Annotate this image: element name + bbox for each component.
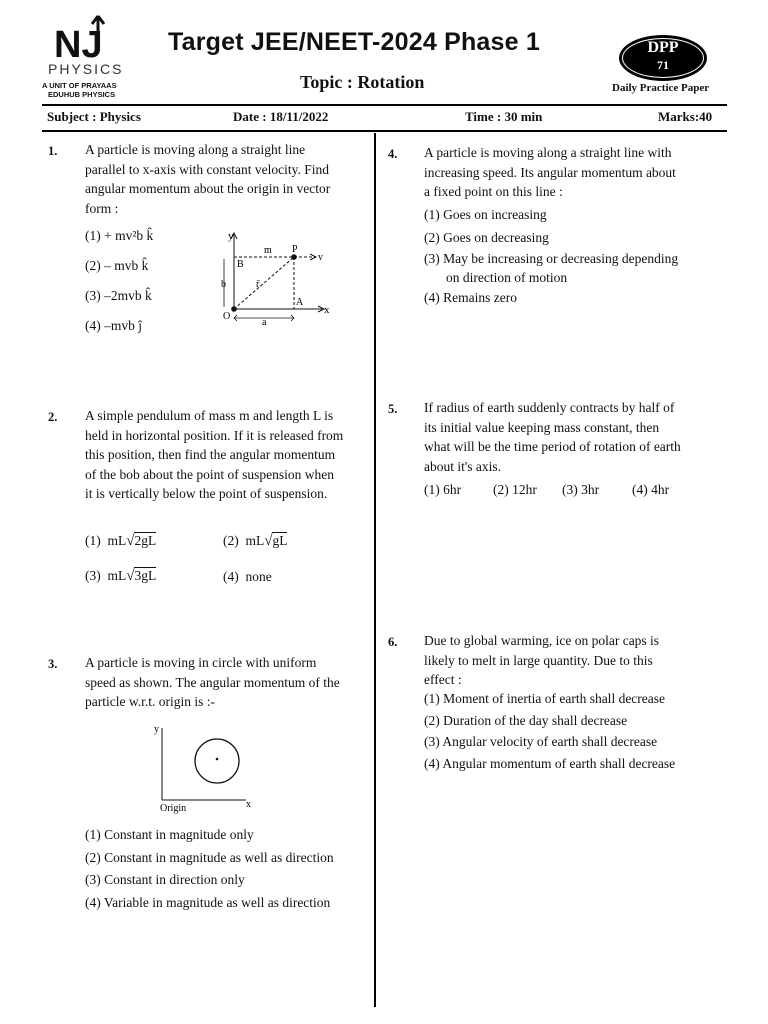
header-rule-bottom [42, 130, 727, 132]
page-title: Target JEE/NEET-2024 Phase 1 [168, 28, 540, 56]
question-5-text [424, 398, 700, 476]
question-number: 5. [388, 402, 398, 416]
option: (1) Goes on increasing [424, 207, 547, 222]
question-3-options [85, 824, 365, 914]
option: (2) Goes on decreasing [424, 229, 549, 245]
label-r: r̄ [256, 279, 260, 290]
option: (3) –2mvb k̂ [85, 288, 152, 303]
question-line: held in horizontal position. If it is released from [85, 427, 344, 443]
option: (3) May be increasing or decreasing depending [424, 251, 679, 266]
option: (2) – mvb k̂ [85, 258, 149, 273]
option: (1) + mv²b k̂ [85, 228, 154, 243]
label-p: P [292, 244, 298, 255]
option: (4) Angular momentum of earth shall decrease [424, 755, 676, 771]
question-number: 4. [388, 147, 398, 161]
question-line: angular momentum about the origin in vector [85, 181, 331, 196]
meta-date: Date : 18/11/2022 [233, 109, 329, 124]
question-number: 2. [48, 410, 58, 424]
q3-diagram [148, 720, 263, 815]
label-a-point: A [296, 297, 304, 308]
question-line: Due to global warming, ice on polar caps is [424, 633, 660, 648]
meta-marks: Marks:40 [658, 109, 713, 124]
option: (1) 6hr [424, 482, 462, 497]
axis-label-x: x [324, 304, 330, 316]
question-line: of the bob about the point of suspension when [85, 466, 334, 482]
option: (2) Constant in magnitude as well as direction [85, 849, 334, 865]
q1-diagram [218, 225, 338, 325]
question-4-options [424, 204, 709, 310]
option: (1) Moment of inertia of earth shall decrease [424, 691, 666, 706]
question-4-text [424, 143, 700, 202]
question-number: 6. [388, 635, 398, 649]
question-line: a fixed point on this line : [424, 184, 563, 199]
option: (2) 12hr [493, 482, 537, 497]
label-b-point: B [237, 259, 244, 270]
logo-unit-line2: EDUHUB PHYSICS [48, 90, 116, 99]
dpp-badge [619, 35, 707, 81]
option: (1) Constant in magnitude only [85, 827, 254, 842]
axis-label-y: y [228, 230, 234, 242]
question-line: If radius of earth suddenly contracts by half of [424, 400, 675, 415]
option: (4) 4hr [632, 482, 670, 497]
option: (2) mL√gL [223, 533, 288, 549]
label-a: a [262, 317, 267, 325]
question-line: A simple pendulum of mass m and length L is [85, 408, 334, 423]
axis-label-x: x [246, 799, 251, 810]
question-number: 3. [48, 657, 58, 671]
topic-heading: Topic : Rotation [300, 72, 425, 92]
label-v: v [318, 252, 323, 263]
question-line: effect : [424, 672, 462, 687]
logo-unit-line1: A UNIT OF PRAYAAS [42, 81, 117, 90]
logo-unit-text [42, 81, 117, 99]
question-2-text [85, 406, 360, 504]
question-line: A particle is moving along a straight line [85, 142, 306, 157]
question-3-text [85, 653, 360, 712]
nj-physics-logo [42, 12, 138, 82]
question-6-options [424, 688, 714, 774]
axis-label-y: y [154, 724, 159, 735]
question-line: speed as shown. The angular momentum of the [85, 674, 340, 690]
option: (3) Constant in direction only [85, 872, 245, 887]
option: (4) none [223, 569, 272, 584]
column-divider [374, 133, 376, 1007]
question-line: parallel to x-axis with constant velocity. Find [85, 161, 329, 177]
dpp-label: DPP [647, 39, 679, 56]
option: (2) Duration of the day shall decrease [424, 712, 628, 728]
dpp-number: 71 [657, 58, 669, 72]
label-m: m [264, 245, 272, 256]
question-1-text [85, 140, 360, 218]
option: (1) mL√2gL [85, 533, 157, 549]
question-line: its initial value keeping mass constant, then [424, 419, 660, 435]
label-origin: O [223, 311, 231, 322]
question-line: A particle is moving along a straight line with [424, 145, 672, 160]
question-number: 1. [48, 144, 58, 158]
meta-subject: Subject : Physics [47, 109, 141, 124]
question-line: form : [85, 200, 119, 216]
header-rule-top [42, 104, 727, 106]
option: (4) Variable in magnitude as well as direction [85, 894, 331, 910]
question-line: particle w.r.t. origin is :- [85, 694, 215, 709]
question-line: increasing speed. Its angular momentum about [424, 164, 676, 180]
option: (3) mL√3gL [85, 568, 157, 584]
question-line: about it's axis. [424, 458, 502, 474]
dpp-subtitle: Daily Practice Paper [612, 82, 710, 94]
option: (3) Angular velocity of earth shall decrease [424, 734, 658, 749]
question-line: A particle is moving in circle with uniform [85, 655, 317, 670]
question-line: it is vertically below the point of suspension. [85, 486, 328, 501]
label-b: b [221, 279, 226, 290]
option: (4) Remains zero [424, 290, 517, 305]
question-line: this position, then find the angular momentum [85, 447, 336, 462]
option: (4) –mvb ĵ [85, 318, 142, 333]
meta-time: Time : 30 min [465, 109, 543, 124]
label-origin: Origin [160, 803, 187, 814]
logo-sub: PHYSICS [48, 61, 124, 77]
option: (3) 3hr [562, 482, 600, 497]
option: on direction of motion [446, 270, 568, 285]
question-line: what will be the time period of rotation of earth [424, 439, 681, 454]
question-line: likely to melt in large quantity. Due to this [424, 652, 653, 668]
question-6-text [424, 631, 700, 690]
logo-brand: NJ [54, 24, 103, 66]
